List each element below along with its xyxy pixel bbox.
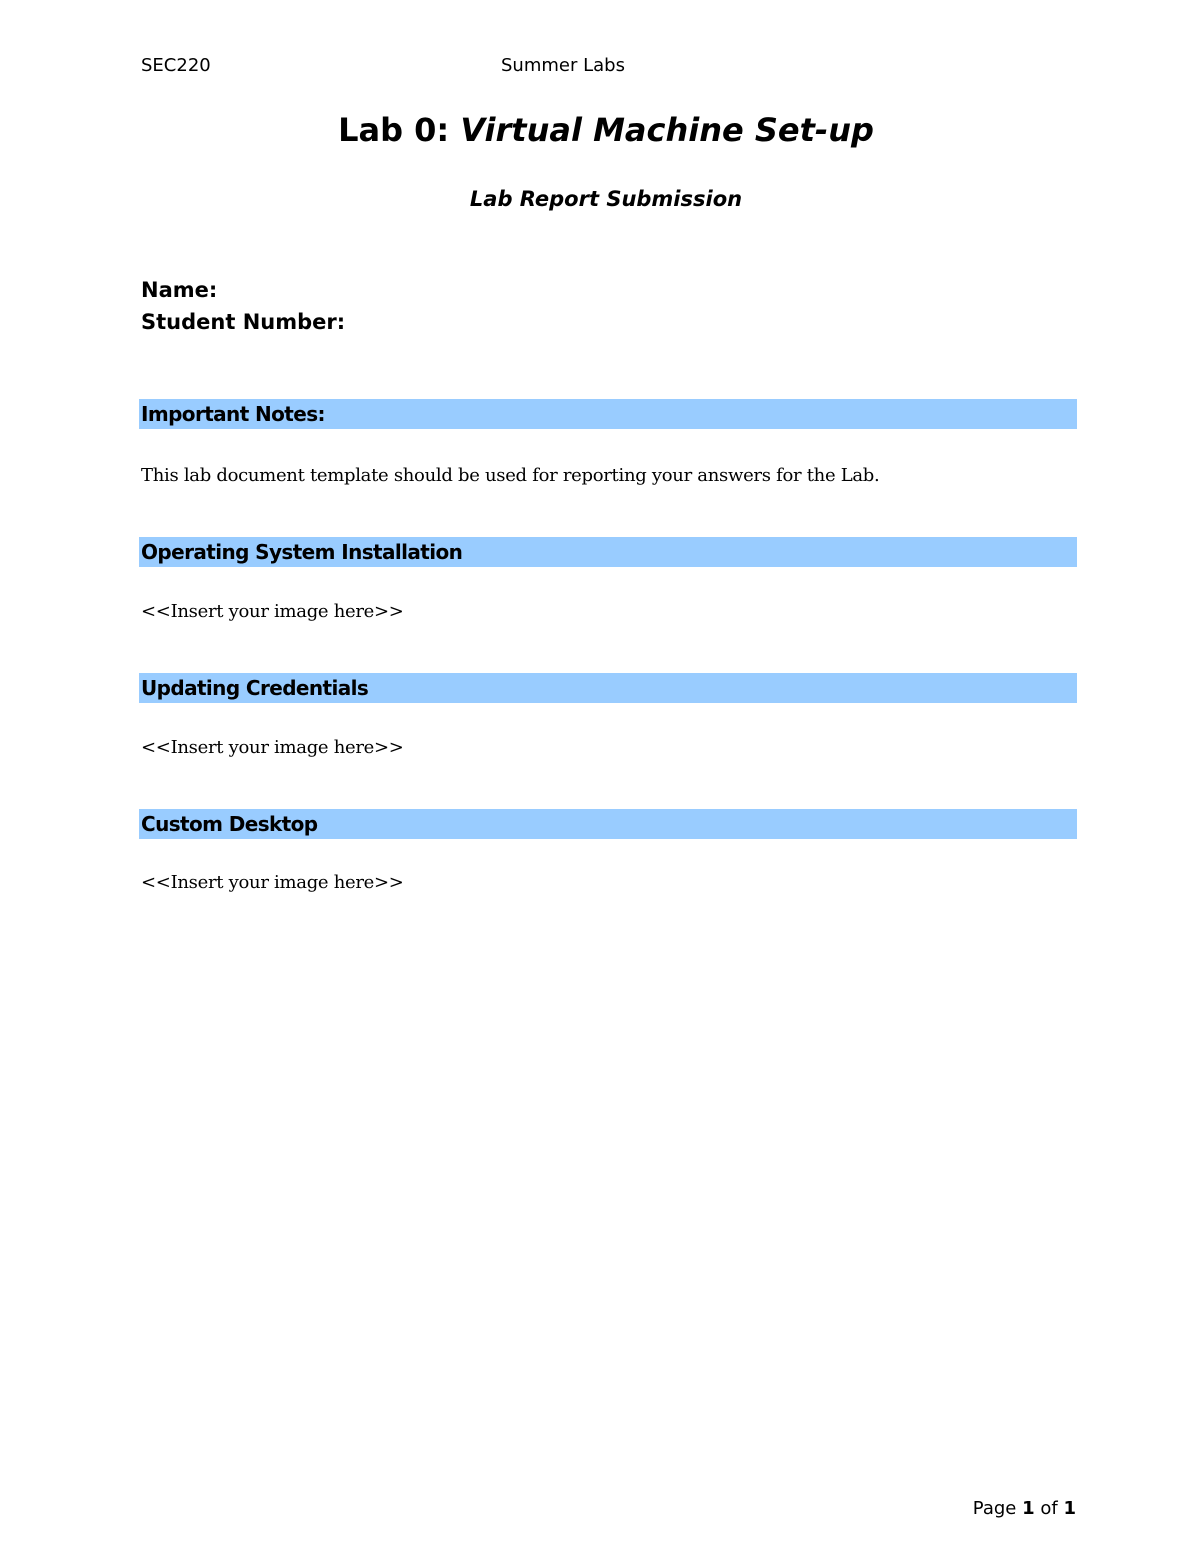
student-number-label: Student Number:: [141, 310, 346, 334]
footer-page-word: Page: [972, 1498, 1017, 1519]
footer-current-page: 1: [1022, 1498, 1035, 1519]
image-placeholder-custom-desktop: <<Insert your image here>>: [141, 872, 404, 893]
footer-total-pages: 1: [1063, 1498, 1076, 1519]
section-heading-custom-desktop: Custom Desktop: [139, 809, 1077, 839]
image-placeholder-updating-credentials: <<Insert your image here>>: [141, 737, 404, 758]
section-body-important-notes: This lab document template should be used for reporting your answers for the Lab.: [141, 465, 880, 486]
title-main: Virtual Machine Set-up: [460, 111, 874, 149]
name-label: Name:: [141, 278, 218, 302]
section-heading-important-notes: Important Notes:: [139, 399, 1077, 429]
document-title: [0, 108, 1200, 152]
section-heading-os-installation: Operating System Installation: [139, 537, 1077, 567]
header-course-code: SEC220: [141, 55, 211, 76]
section-heading-updating-credentials: Updating Credentials: [139, 673, 1077, 703]
title-prefix: Lab 0:: [338, 111, 461, 149]
page-number-footer: [973, 1497, 1076, 1521]
document-subtitle: Lab Report Submission: [469, 187, 743, 211]
header-term: Summer Labs: [501, 55, 625, 76]
image-placeholder-os-installation: <<Insert your image here>>: [141, 601, 404, 622]
footer-of-word: of: [1040, 1498, 1058, 1519]
